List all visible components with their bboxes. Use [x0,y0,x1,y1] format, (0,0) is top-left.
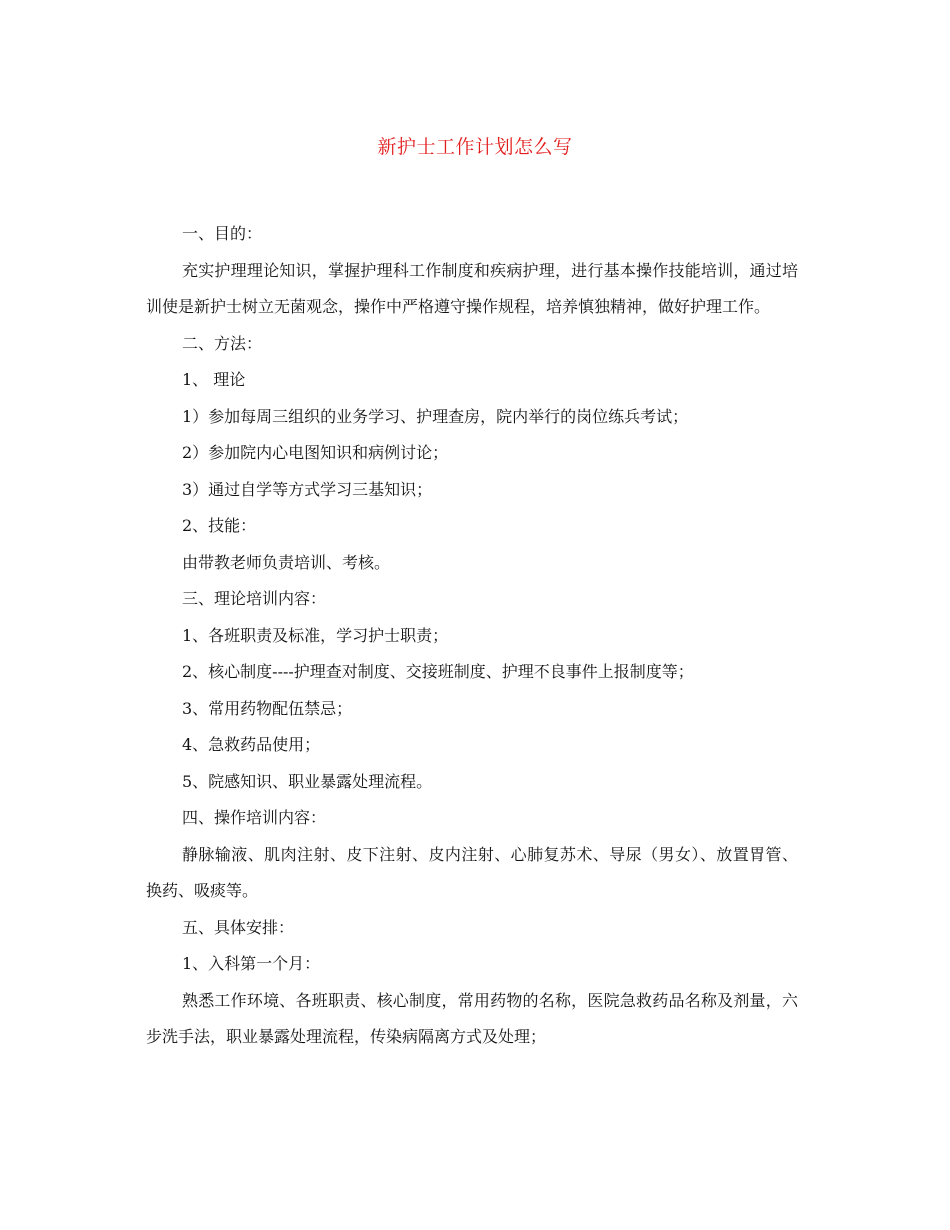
section-heading-operation-content: 四、操作培训内容： [182,808,327,827]
list-item: 3）通过自学等方式学习三基知识； [182,479,433,499]
list-item: 3、常用药物配伍禁忌； [182,698,353,718]
subheading-theory: 1、 理论 [182,370,246,389]
list-item: 2）参加院内心电图知识和病例讨论； [182,443,449,462]
document-title: 新护士工作计划怎么写 [377,136,573,158]
subheading-first-month: 1、入科第一个月： [182,954,321,973]
paragraph-first-month: 熟悉工作环境、各班职责、核心制度，常用药物的名称，医院急救药品名称及剂量，六步洗手法，职业暴露处理流程，传染病隔离方式及处理； [146,990,798,1046]
list-item: 4、急救药品使用； [182,735,321,754]
paragraph-operation-content: 静脉输液、肌肉注射、皮下注射、皮内注射、心肺复苏术、导尿（男女）、放置胃管、 换药、吸痰等。 [146,844,798,900]
document-body [146,216,798,1056]
paragraph-purpose: 充实护理理论知识，掌握护理科工作制度和疾病护理，进行基本操作技能培训，通过培训使是新护士树立无菌观念，操作中严格遵守操作规程，培养慎独精神，做好护理工作。 [146,260,798,316]
list-item: 1、各班职责及标准，学习护士职责； [182,625,449,645]
section-heading-theory-content: 三、理论培训内容： [182,589,327,608]
section-heading-purpose: 一、目的： [182,224,263,243]
section-heading-method: 二、方法： [182,333,263,353]
paragraph-skills: 由带教老师负责培训、考核。 [182,552,391,572]
section-heading-schedule: 五、具体安排： [182,917,295,937]
subheading-skills: 2、技能： [182,516,257,535]
list-item: 2、核心制度----护理查对制度、交接班制度、护理不良事件上报制度等； [182,662,694,681]
list-item: 5、院感知识、职业暴露处理流程。 [182,771,433,791]
list-item: 1）参加每周三组织的业务学习、护理查房，院内举行的岗位练兵考试； [182,406,689,426]
